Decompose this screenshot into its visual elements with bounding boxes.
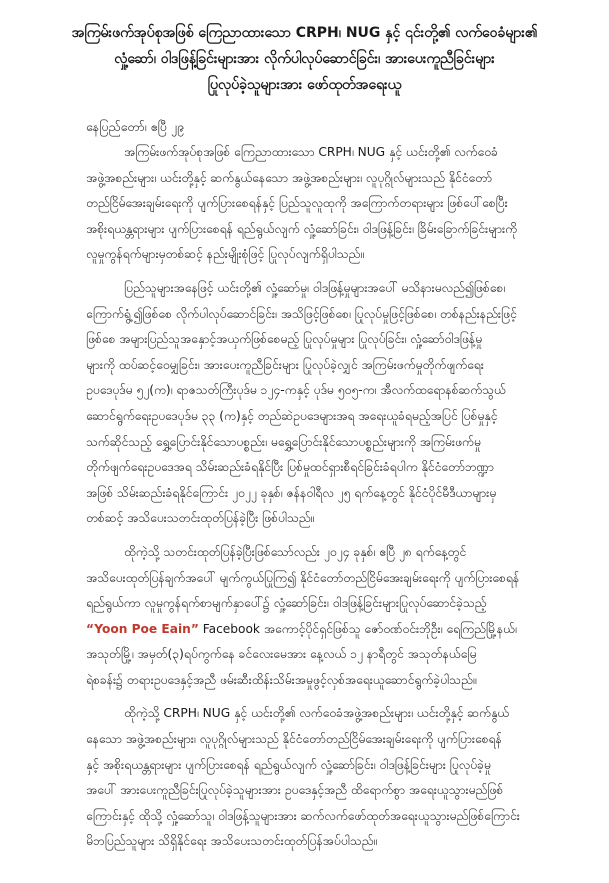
- paragraph-line: အပေါ် အားပေးကူညီခြင်းပြုလုပ်ခဲ့သူများအား ဥပဒေနှင့်အညီ ထိရောက်စွာ အရေးယူသွားမည်ဖြစ်: [86, 783, 504, 798]
- paragraph-line: ကြောင်းနှင့် ထိုသို့ လှုံ့ဆော်သူ၊ ဝါဒဖြန့်သူများအား ဆက်လက်ဖော်ထုတ်အရေးယူသွားမည်ဖြစ်ကြောင်း: [86, 808, 520, 823]
- paragraph-line-with-account: [86, 617, 565, 643]
- paragraph-line: ဆောင်ရွက်ရေးဥပဒေပုဒ်မ ၃၃ (က)နှင့် တည်ဆဲဥပဒေများအရ အရေးယူခံရမည့်အပြင် ပြစ်မှုနှင့်: [86, 408, 498, 423]
- paragraph-line: ရည်ရွယ်ကာ လူမှုကွန်ရက်စာမျက်နှာပေါ်၌ လှုံ့ဆော်ခြင်း၊ ဝါဒဖြန့်ခြင်းများပြုလုပ်ဆောင်ခဲ့သည့်: [86, 596, 487, 611]
- paragraph-line: အဖြစ် သိမ်းဆည်းခံရနိုင်ကြောင်း ၂၀၂၂ ခုနှစ်၊ ဇန်နဝါရီလ ၂၅ ရက်နေ့တွင် နိုင်ငံပိုင်မီဒီယာများမှ: [86, 485, 497, 500]
- paragraph-line: ဖြစ်စေ အများပြည်သူအနှောင့်အယှက်ဖြစ်စေမည့် ပြုလုပ်မှုများ ပြုလုပ်ခြင်း၊ လှုံ့ဆော်ဝါဒဖြန့်မှု: [86, 332, 483, 347]
- title-line-1: အကြမ်းဖက်အုပ်စုအဖြစ် ကြေညာထားသော CRPH၊ NUG နှင့် ၎င်းတို့၏ လက်ဝေခံများ၏: [71, 25, 538, 41]
- paragraph-line: ထိုကဲ့သို့ CRPH၊ NUG နှင့် ယင်းတို့၏ လက်ဝေခံအဖွဲ့အစည်းများ၊ ယင်းတို့နှင့် ဆက်နွယ်: [124, 706, 510, 721]
- paragraph-line: လူမှုကွန်ရက်များမှတစ်ဆင့် နည်းမျိုးစုံဖြင့် ပြုလုပ်လျက်ရှိပါသည်။: [86, 247, 365, 262]
- paragraph-line: အကြမ်းဖက်အုပ်စုအဖြစ် ကြေညာထားသော CRPH၊ NUG နှင့် ယင်းတို့၏ လက်ဝေခံ: [124, 145, 498, 159]
- paragraph-line: များကို ထပ်ဆင့်ဝေမျှခြင်း၊ အားပေးကူညီခြင်းများ ပြုလုပ်ခဲ့လျှင် အကြမ်းဖက်မှုတိုက်ဖျက်ရေး: [86, 357, 484, 372]
- paragraph-line: အဖွဲ့အစည်းများ၊ ယင်းတို့နှင့် ဆက်နွယ်နေသော အဖွဲ့အစည်းများ၊ လူပုဂ္ဂိုလ်များသည် နိုင်ငံတော်: [86, 170, 493, 185]
- paragraph-line: ထိုကဲ့သို့ သတင်းထုတ်ပြန်ခဲ့ပြီးဖြစ်သော်လည်း ၂၀၂၄ ခုနှစ်၊ ဧပြီ ၂၈ ရက်နေ့တွင်: [124, 544, 467, 559]
- paragraph-line: သက်ဆိုင်သည့် ရွှေ့ပြောင်းနိုင်သောပစ္စည်း၊ မရွှေ့ပြောင်းနိုင်သောပစ္စည်းများကို အကြမ်းဖက်မှု: [86, 434, 481, 449]
- title-line-3: ပြုလုပ်ခဲ့သူများအား ဖော်ထုတ်အရေးယူ: [207, 77, 402, 93]
- paragraph-line: ဥပဒေပုဒ်မ ၅၂(က)၊ ရာဇသတ်ကြီးပုဒ်မ ၁၂၄-ကနှင့် ပုဒ်မ ၅၀၅-က၊ အီလက်ထရောနစ်ဆက်သွယ်: [86, 383, 506, 398]
- paragraph-4: [86, 701, 565, 855]
- dateline: နေပြည်တော်၊ ဧပြီ ၂၉: [86, 119, 185, 134]
- paragraph-line: နေသော အဖွဲ့အစည်းများ၊ လူပုဂ္ဂိုလ်များသည် နိုင်ငံတော်တည်ငြိမ်အေးချမ်းရေးကို ပျက်ပြားစေရန်: [86, 732, 502, 747]
- paragraph-line: ရဲစခန်း၌ တရားဥပဒေနှင့်အညီ ဖမ်းဆီးထိန်းသိမ်းအမှုဖွင့်လှစ်အရေးယူဆောင်ရွက်ခဲ့ပါသည်။: [86, 672, 477, 687]
- paragraph-3: [86, 540, 565, 694]
- document-title: [44, 20, 565, 98]
- paragraph-line: တိုက်ဖျက်ရေးဥပဒေအရ သိမ်းဆည်းခံရနိုင်ပြီး ပြစ်မှုထင်ရှားစီရင်ခြင်းခံရပါက နိုင်ငံတော်ဘဏ္ဍာ: [86, 460, 494, 475]
- paragraph-line: တစ်ဆင့် အသိပေးသတင်းထုတ်ပြန်ခဲ့ပြီး ဖြစ်ပါသည်။: [86, 511, 315, 526]
- paragraph-line: ကြောက်ရွံ့၍ဖြစ်စေ လိုက်ပါလုပ်ဆောင်ခြင်း၊ အသိဖြင့်ဖြစ်စေ၊ ပြုလုပ်မှုဖြင့်ဖြစ်စေ၊ တစ်နည်းနည်းဖြင့်: [86, 306, 517, 321]
- title-line-2: လှုံ့ဆော်၊ ဝါဒဖြန့်ခြင်းများအား လိုက်ပါလုပ်ဆောင်ခြင်း၊ အားပေးကူညီခြင်းများ: [114, 51, 495, 67]
- paragraph-line: ပြည်သူများအနေဖြင့် ယင်းတို့၏ လှုံ့ဆော်မှု၊ ဝါဒဖြန့်မှုများအပေါ် မသိနားမလည်၍ဖြစ်စေ၊: [124, 280, 506, 295]
- document-body: [86, 140, 565, 855]
- facebook-account-name: “Yoon Poe Eain”: [86, 621, 199, 636]
- paragraph-2: [86, 276, 565, 532]
- paragraph-line-rest: Facebook အကောင့်ပိုင်ရှင်ဖြစ်သူ ဇော်ဝဏ်ဝင်းဘိုဦး၊ ရေကြည်မြို့နယ်၊: [202, 621, 517, 636]
- paragraph-line: နှင့် အစိုးရယန္တရားများ ပျက်ပြားစေရန် ရည်ရွယ်လျက် လှုံ့ဆော်ခြင်း၊ ဝါဒဖြန့်ခြင်းများ ပြုလုပ်ခဲ့မှု: [86, 757, 491, 772]
- paragraph-line: တည်ငြိမ်အေးချမ်းရေးကို ပျက်ပြားစေရန်နှင့် ပြည်သူလူထုကို အကြောက်တရားများ ဖြစ်ပေါ်စေပြီး: [86, 196, 508, 211]
- paragraph-line: အသိပေးထုတ်ပြန်ချက်အပေါ် မျက်ကွယ်ပြုကြ၍ နိုင်ငံတော်တည်ငြိမ်အေးချမ်းရေးကို ပျက်ပြားစေရန်: [86, 570, 520, 585]
- paragraph-line: အစိုးရယန္တရားများ ပျက်ပြားစေရန် ရည်ရွယ်လျက် လှုံ့ဆော်ခြင်း၊ ဝါဒဖြန့်ခြင်း၊ ခြိမ်းခြောက်ခြင်းများကို: [86, 221, 518, 236]
- paragraph-line: မိဘပြည်သူများ သိရှိနိုင်ရေး အသိပေးသတင်းထုတ်ပြန်အပ်ပါသည်။: [86, 834, 378, 849]
- paragraph-line: အသုတ်မြို့၊ အမှတ်(၃)ရပ်ကွက်နေ ခင်လေးမေအား နေ့လယ် ၁၂ နာရီတွင် အသုတ်နယ်မြေ: [86, 647, 477, 662]
- paragraph-1: [86, 140, 565, 268]
